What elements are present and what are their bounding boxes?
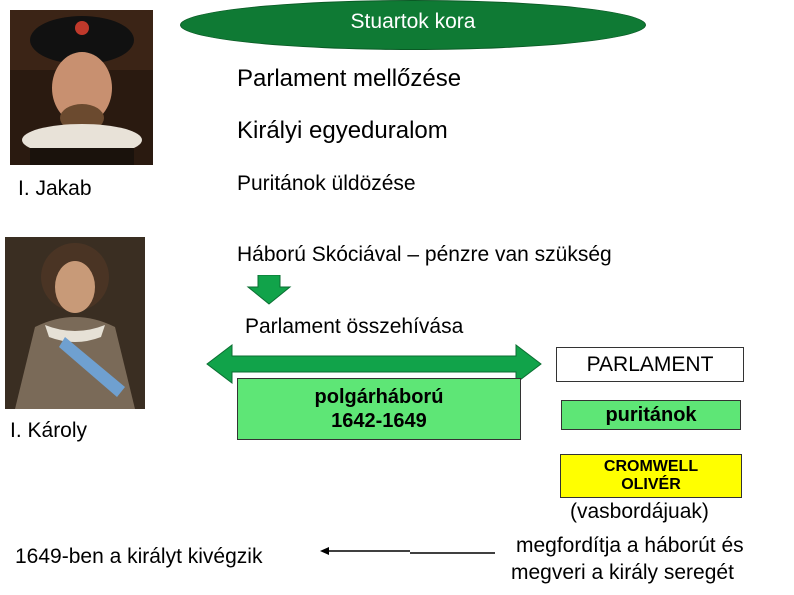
cromwell-line1: CROMWELL [603, 458, 699, 475]
parlament-box [556, 347, 744, 382]
point-puritan-persecution: Puritánok üldözése [237, 172, 416, 195]
point-parliament-ignored: Parlament mellőzése [237, 65, 462, 92]
left-arrow-icon [320, 545, 496, 564]
puritans-label: puritánok [605, 403, 697, 426]
point-absolute-rule: Királyi egyeduralom [237, 117, 448, 144]
execution-text: 1649-ben a királyt kivégzik [15, 545, 263, 568]
cromwell-line2: OLIVÉR [621, 476, 681, 493]
turns-war-line1: megfordítja a háborút és [516, 534, 744, 557]
civil-war-years: 1642-1649 [331, 410, 427, 432]
karoly-name: I. Károly [10, 419, 88, 442]
jakab-name: I. Jakab [18, 177, 92, 200]
turns-war-line2: megveri a király seregét [511, 561, 734, 584]
portrait-karoly [5, 237, 145, 409]
title-banner [180, 0, 646, 50]
parlament-label: PARLAMENT [586, 352, 714, 376]
civil-war-label: polgárháború [314, 386, 444, 408]
portrait-jakab [10, 10, 153, 165]
ironsides-text: (vasbordájuak) [570, 500, 709, 523]
cromwell-box [560, 454, 742, 498]
down-arrow-icon [246, 275, 292, 310]
civil-war-box [237, 378, 521, 440]
parliament-called-text: Parlament összehívása [245, 315, 464, 338]
war-scotland-text: Háború Skóciával – pénzre van szükség [237, 243, 612, 266]
puritans-box [561, 400, 741, 430]
page-title: Stuartok kora [350, 10, 476, 33]
